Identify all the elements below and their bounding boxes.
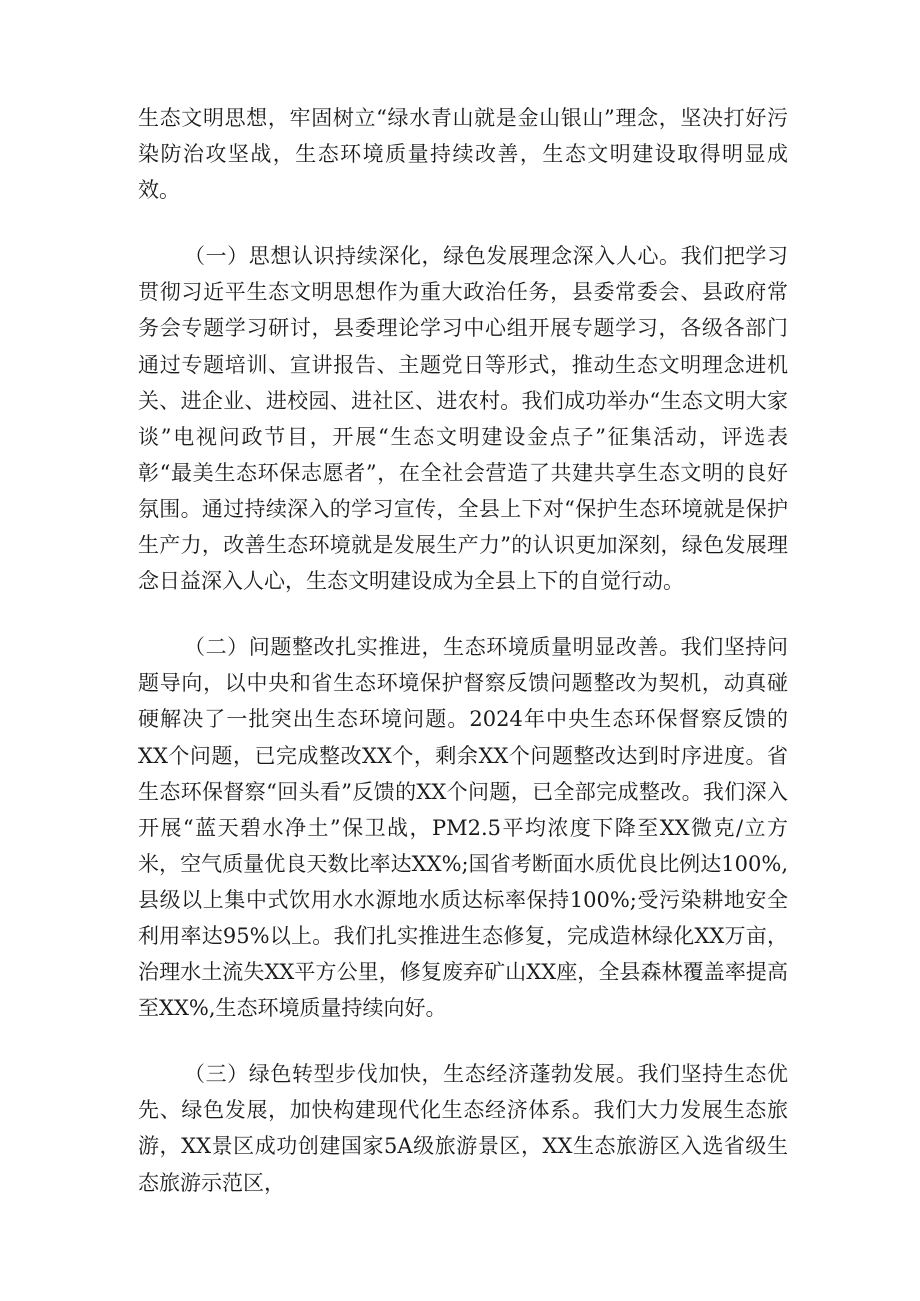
paragraph-section-2: （二）问题整改扎实推进，生态环境质量明显改善。我们坚持问题导向，以中央和省生态环境保护督察反馈问题整改为契机，动真碰硬解决了一批突出生态环境问题。2024年中央生态环保督察反馈的XX个问题，已完成整改XX个，剩余XX个问题整改达到时序进度。省生态环保督察“回头看”反馈的XX个问题，已全部完成整改。我们深入开展“蓝天碧水净土”保卫战，PM2.5平均浓度下降至XX微克/立方米，空气质量优良天数比率达XX%;国省考断面水质优良比例达100%,县级以上集中式饮用水水源地水质达标率保持100%;受污染耕地安全利用率达95%以上。我们扎实推进生态修复，完成造林绿化XX万亩，治理水土流失XX平方公里，修复废弃矿山XX座，全县森林覆盖率提高至XX%,生态环境质量持续向好。 — [138, 635, 788, 1021]
paragraph-section-1: （一）思想认识持续深化，绿色发展理念深入人心。我们把学习贯彻习近平生态文明思想作为重大政治任务，县委常委会、县政府常务会专题学习研讨，县委理论学习中心组开展专题学习，各级各部门通过专题培训、宣讲报告、主题党日等形式，推动生态文明理念进机关、进企业、进校园、进社区、进农村。我们成功举办“生态文明大家谈”电视问政节目，开展“生态文明建设金点子”征集活动，评选表彰“最美生态环保志愿者”，在全社会营造了共建共享生态文明的良好氛围。通过持续深入的学习宣传，全县上下对“保护生态环境就是保护生产力，改善生态环境就是发展生产力”的认识更加深刻，绿色发展理念日益深入人心，生态文明建设成为全县上下的自觉行动。 — [138, 244, 788, 594]
paragraph-section-3: （三）绿色转型步伐加快，生态经济蓬勃发展。我们坚持生态优先、绿色发展，加快构建现代化生态经济体系。我们大力发展生态旅游，XX景区成功创建国家5A级旅游景区，XX生态旅游区入选省级生态旅游示范区， — [138, 1062, 788, 1195]
paragraph-intro-continuation: 生态文明思想，牢固树立“绿水青山就是金山银山”理念，坚决打好污染防治攻坚战，生态环境质量持续改善，生态文明建设取得明显成效。 — [138, 106, 788, 203]
document-body — [138, 100, 788, 1201]
